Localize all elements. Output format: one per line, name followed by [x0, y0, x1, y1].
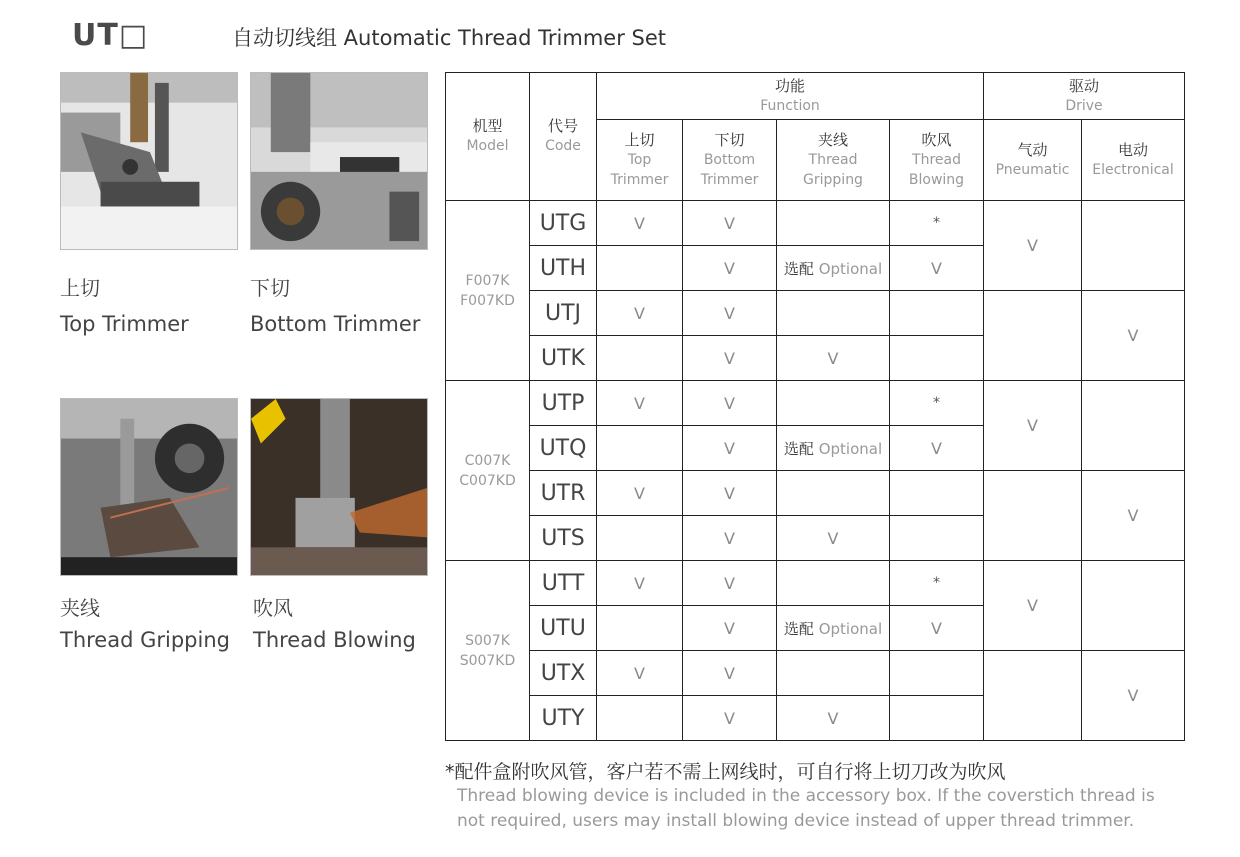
code-cell: UTS — [530, 516, 597, 561]
blow-cell: V — [890, 606, 984, 651]
grip-cell — [777, 651, 890, 696]
top-cell: V — [597, 471, 683, 516]
top-cell — [597, 336, 683, 381]
electronical-cell: V — [1082, 291, 1185, 381]
bottom-cell: V — [683, 561, 777, 606]
grip-cell — [777, 381, 890, 426]
top-cell: V — [597, 291, 683, 336]
bottom-cell: V — [683, 201, 777, 246]
pneumatic-header: 气动 Pneumatic — [984, 120, 1082, 201]
pneumatic-cell — [984, 651, 1082, 741]
top-trimmer-header: 上切 Top Trimmer — [597, 120, 683, 201]
code-cell: UTJ — [530, 291, 597, 336]
top-cell: V — [597, 201, 683, 246]
top-trimmer-caption-cn: 上切 — [60, 276, 100, 300]
table-row — [446, 381, 1185, 426]
bottom-cell: V — [683, 381, 777, 426]
bottom-trimmer-caption-en: Bottom Trimmer — [250, 312, 421, 336]
code-header: 代号 Code — [530, 73, 597, 201]
electronical-cell: V — [1082, 651, 1185, 741]
model-cell: S007K S007KD — [446, 561, 530, 741]
table-row — [446, 651, 1185, 696]
thread-gripping-header: 夹线 Thread Gripping — [777, 120, 890, 201]
electronical-cell: V — [1082, 471, 1185, 561]
thread-blowing-header: 吹风 Thread Blowing — [890, 120, 984, 201]
trimmer-spec-table — [445, 72, 1185, 741]
blow-cell: * — [890, 561, 984, 606]
grip-cell — [777, 471, 890, 516]
grip-optional-cell: 选配 Optional — [777, 246, 890, 291]
top-cell: V — [597, 651, 683, 696]
top-cell — [597, 696, 683, 741]
grip-cell — [777, 561, 890, 606]
top-cell — [597, 606, 683, 651]
code-cell: UTG — [530, 201, 597, 246]
blow-cell: V — [890, 246, 984, 291]
bottom-cell: V — [683, 336, 777, 381]
thread-gripping-caption-en: Thread Gripping — [60, 628, 230, 652]
grip-optional-cell: 选配 Optional — [777, 426, 890, 471]
grip-optional-cell: 选配 Optional — [777, 606, 890, 651]
grip-cell: V — [777, 336, 890, 381]
model-cell: C007K C007KD — [446, 381, 530, 561]
code-cell: UTU — [530, 606, 597, 651]
pneumatic-cell: V — [984, 561, 1082, 651]
footnote-en-line2: not required, users may install blowing device instead of upper thread trimmer. — [457, 811, 1135, 831]
bottom-cell: V — [683, 246, 777, 291]
top-trimmer-photo — [60, 72, 238, 250]
grip-cell: V — [777, 696, 890, 741]
electronical-cell — [1082, 381, 1185, 471]
code-cell: UTY — [530, 696, 597, 741]
grip-cell: V — [777, 516, 890, 561]
thread-gripping-caption-cn: 夹线 — [60, 596, 100, 620]
thread-blowing-caption-cn: 吹风 — [253, 596, 293, 620]
top-cell — [597, 246, 683, 291]
drive-header: 驱动 Drive — [984, 73, 1185, 120]
top-cell — [597, 516, 683, 561]
code-cell: UTP — [530, 381, 597, 426]
blow-cell — [890, 336, 984, 381]
blow-cell: * — [890, 381, 984, 426]
model-header: 机型 Model — [446, 73, 530, 201]
blow-cell: * — [890, 201, 984, 246]
table-row — [446, 201, 1185, 246]
table-row — [446, 291, 1185, 336]
code-cell: UTT — [530, 561, 597, 606]
thread-blowing-photo — [250, 398, 428, 576]
electronical-header: 电动 Electronical — [1082, 120, 1185, 201]
blow-cell — [890, 291, 984, 336]
bottom-trimmer-photo — [250, 72, 428, 250]
code-cell: UTQ — [530, 426, 597, 471]
footnote-en-line1: Thread blowing device is included in the accessory box. If the coverstich thread is — [457, 786, 1155, 806]
model-cell: F007K F007KD — [446, 201, 530, 381]
footnote-cn: *配件盒附吹风管，客户若不需上网线时，可自行将上切刀改为吹风 — [445, 761, 1006, 783]
electronical-cell — [1082, 561, 1185, 651]
pneumatic-cell — [984, 471, 1082, 561]
bottom-trimmer-caption-cn: 下切 — [250, 276, 290, 300]
bottom-trimmer-header: 下切 Bottom Trimmer — [683, 120, 777, 201]
electronical-cell — [1082, 201, 1185, 291]
code-cell: UTK — [530, 336, 597, 381]
top-cell: V — [597, 381, 683, 426]
bottom-cell: V — [683, 516, 777, 561]
pneumatic-cell: V — [984, 381, 1082, 471]
bottom-cell: V — [683, 471, 777, 516]
bottom-cell: V — [683, 426, 777, 471]
blow-cell — [890, 471, 984, 516]
grip-cell — [777, 201, 890, 246]
code-cell: UTX — [530, 651, 597, 696]
function-header: 功能 Function — [597, 73, 984, 120]
table-row — [446, 561, 1185, 606]
grip-cell — [777, 291, 890, 336]
top-cell: V — [597, 561, 683, 606]
bottom-cell: V — [683, 651, 777, 696]
thread-blowing-caption-en: Thread Blowing — [253, 628, 416, 652]
bottom-cell: V — [683, 291, 777, 336]
code-cell: UTR — [530, 471, 597, 516]
bottom-cell: V — [683, 696, 777, 741]
page-title: 自动切线组 Automatic Thread Trimmer Set — [232, 26, 666, 50]
blow-cell: V — [890, 426, 984, 471]
blow-cell — [890, 696, 984, 741]
pneumatic-cell — [984, 291, 1082, 381]
blow-cell — [890, 516, 984, 561]
thread-gripping-photo — [60, 398, 238, 576]
bottom-cell: V — [683, 606, 777, 651]
blow-cell — [890, 651, 984, 696]
table-row — [446, 471, 1185, 516]
top-cell — [597, 426, 683, 471]
top-trimmer-caption-en: Top Trimmer — [60, 312, 189, 336]
pneumatic-cell: V — [984, 201, 1082, 291]
code-cell: UTH — [530, 246, 597, 291]
product-code-title: UT□ — [72, 18, 149, 53]
